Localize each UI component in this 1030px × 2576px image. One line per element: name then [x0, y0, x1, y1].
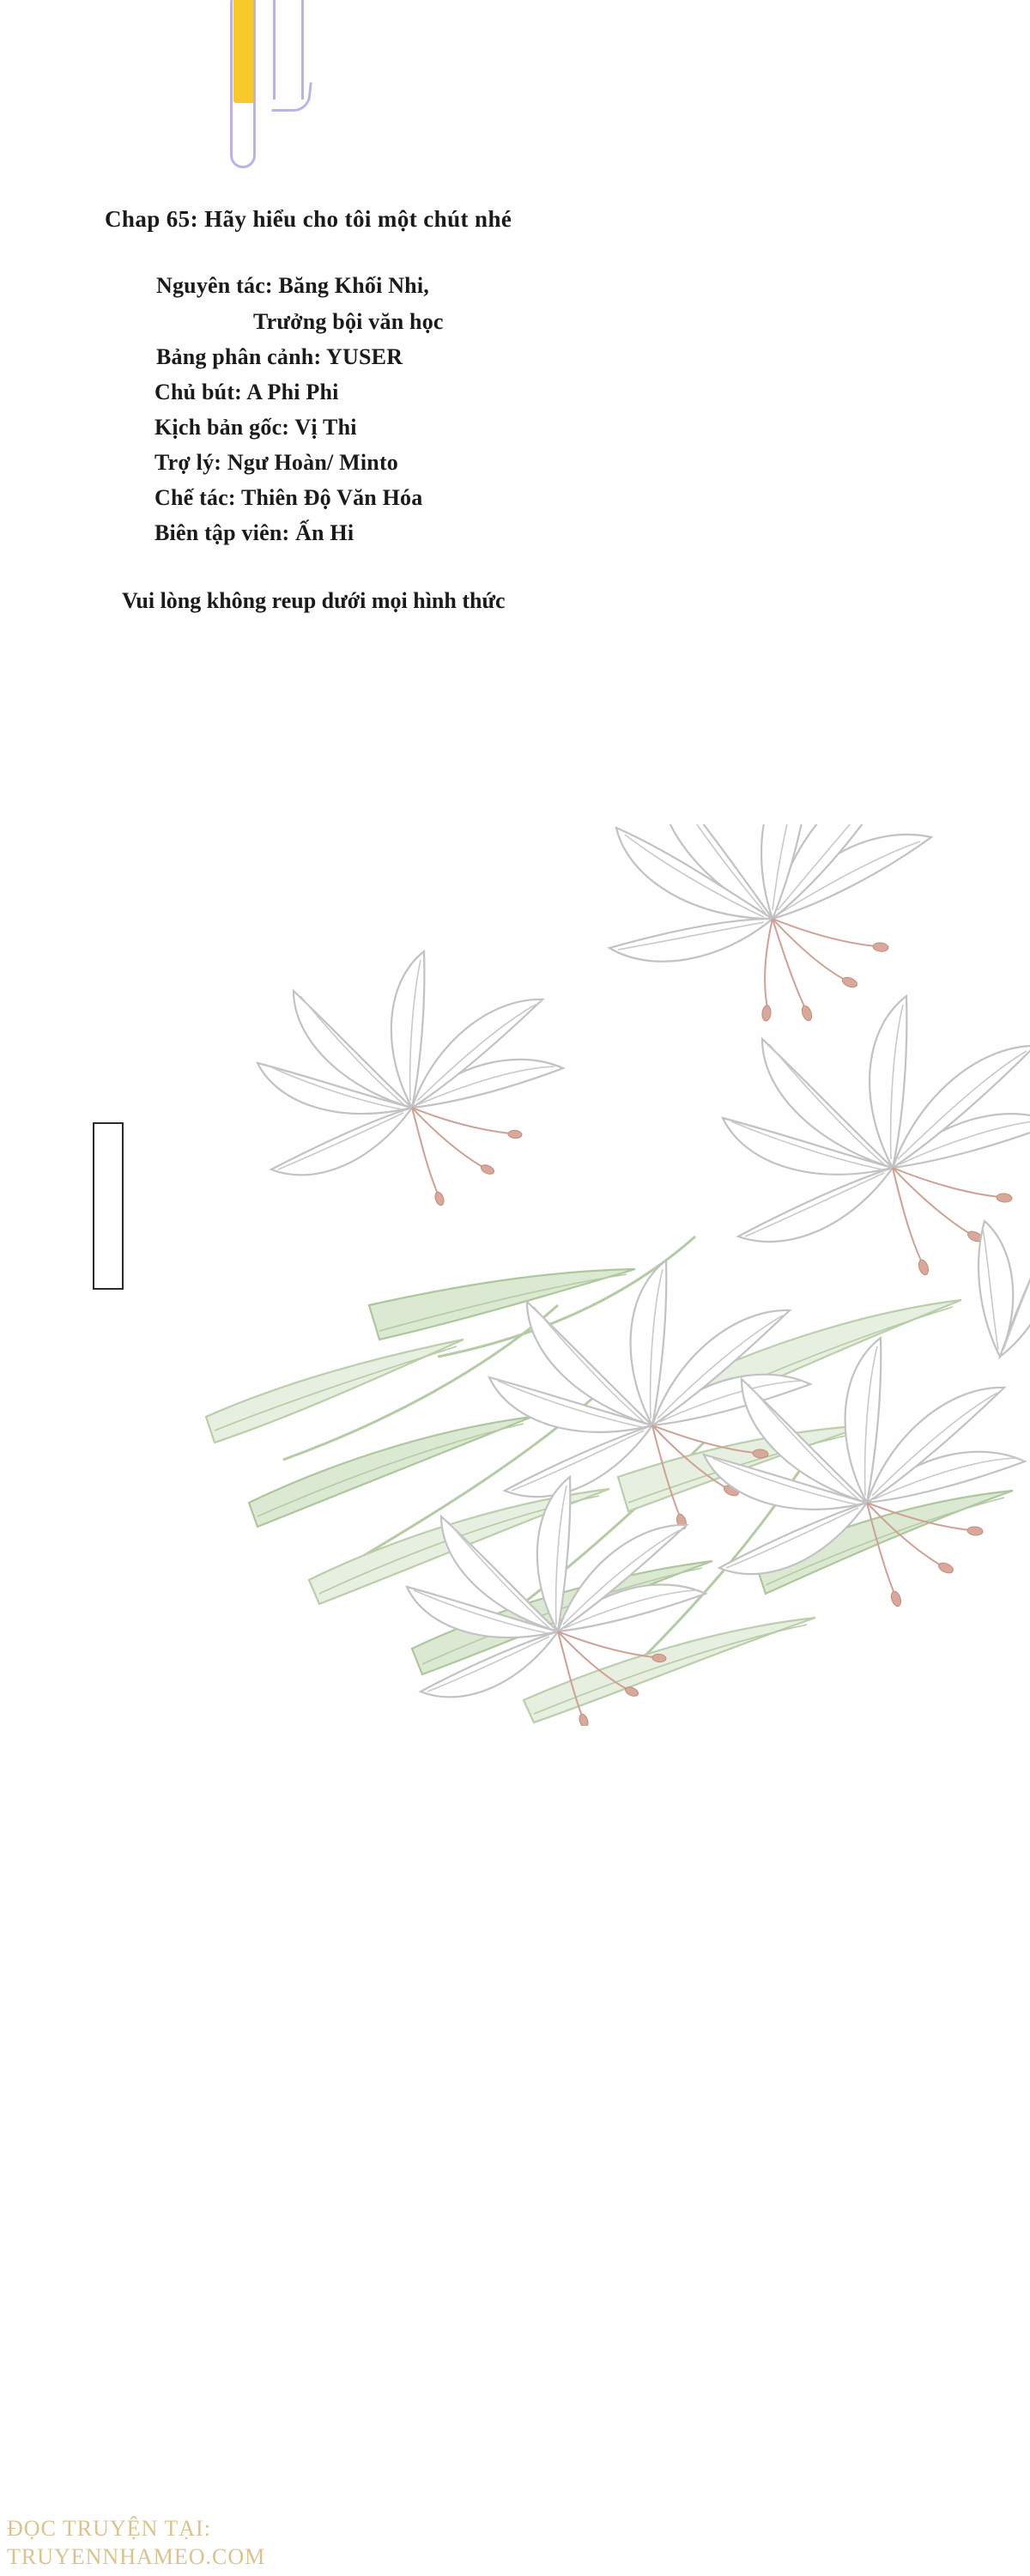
- watermark-line-2: TRUYENNHAMEO.COM: [7, 2543, 266, 2569]
- credit-line: Biên tập viên: Ấn Hi: [154, 520, 354, 545]
- credit-line: Trưởng bội văn học: [253, 309, 444, 334]
- watermark-line-1: ĐỌC TRUYỆN TẠI:: [7, 2516, 211, 2541]
- purple-hook-icon: [271, 82, 312, 112]
- credit-line: Chủ bút: A Phi Phi: [154, 380, 339, 404]
- credit-line: Trợ lý: Ngư Hoàn/ Minto: [154, 450, 398, 475]
- credit-line: Kịch bản gốc: Vị Thi: [154, 415, 357, 440]
- credit-line: Nguyên tác: Băng Khối Nhi,: [156, 273, 429, 298]
- top-decoration: [0, 0, 1030, 197]
- lily-illustration: [154, 824, 1030, 1726]
- panel-frame: [93, 1122, 124, 1290]
- credit-line: Bảng phân cảnh: YUSER: [156, 344, 403, 369]
- site-watermark: [7, 2515, 265, 2571]
- repost-notice: Vui lòng không reup dưới mọi hình thức: [122, 588, 506, 613]
- credit-line: Chế tác: Thiên Độ Văn Hóa: [154, 485, 423, 510]
- page-title: Chap 65: Hãy hiểu cho tôi một chút nhé: [105, 206, 512, 232]
- purple-stroke-left-icon: [230, 0, 256, 168]
